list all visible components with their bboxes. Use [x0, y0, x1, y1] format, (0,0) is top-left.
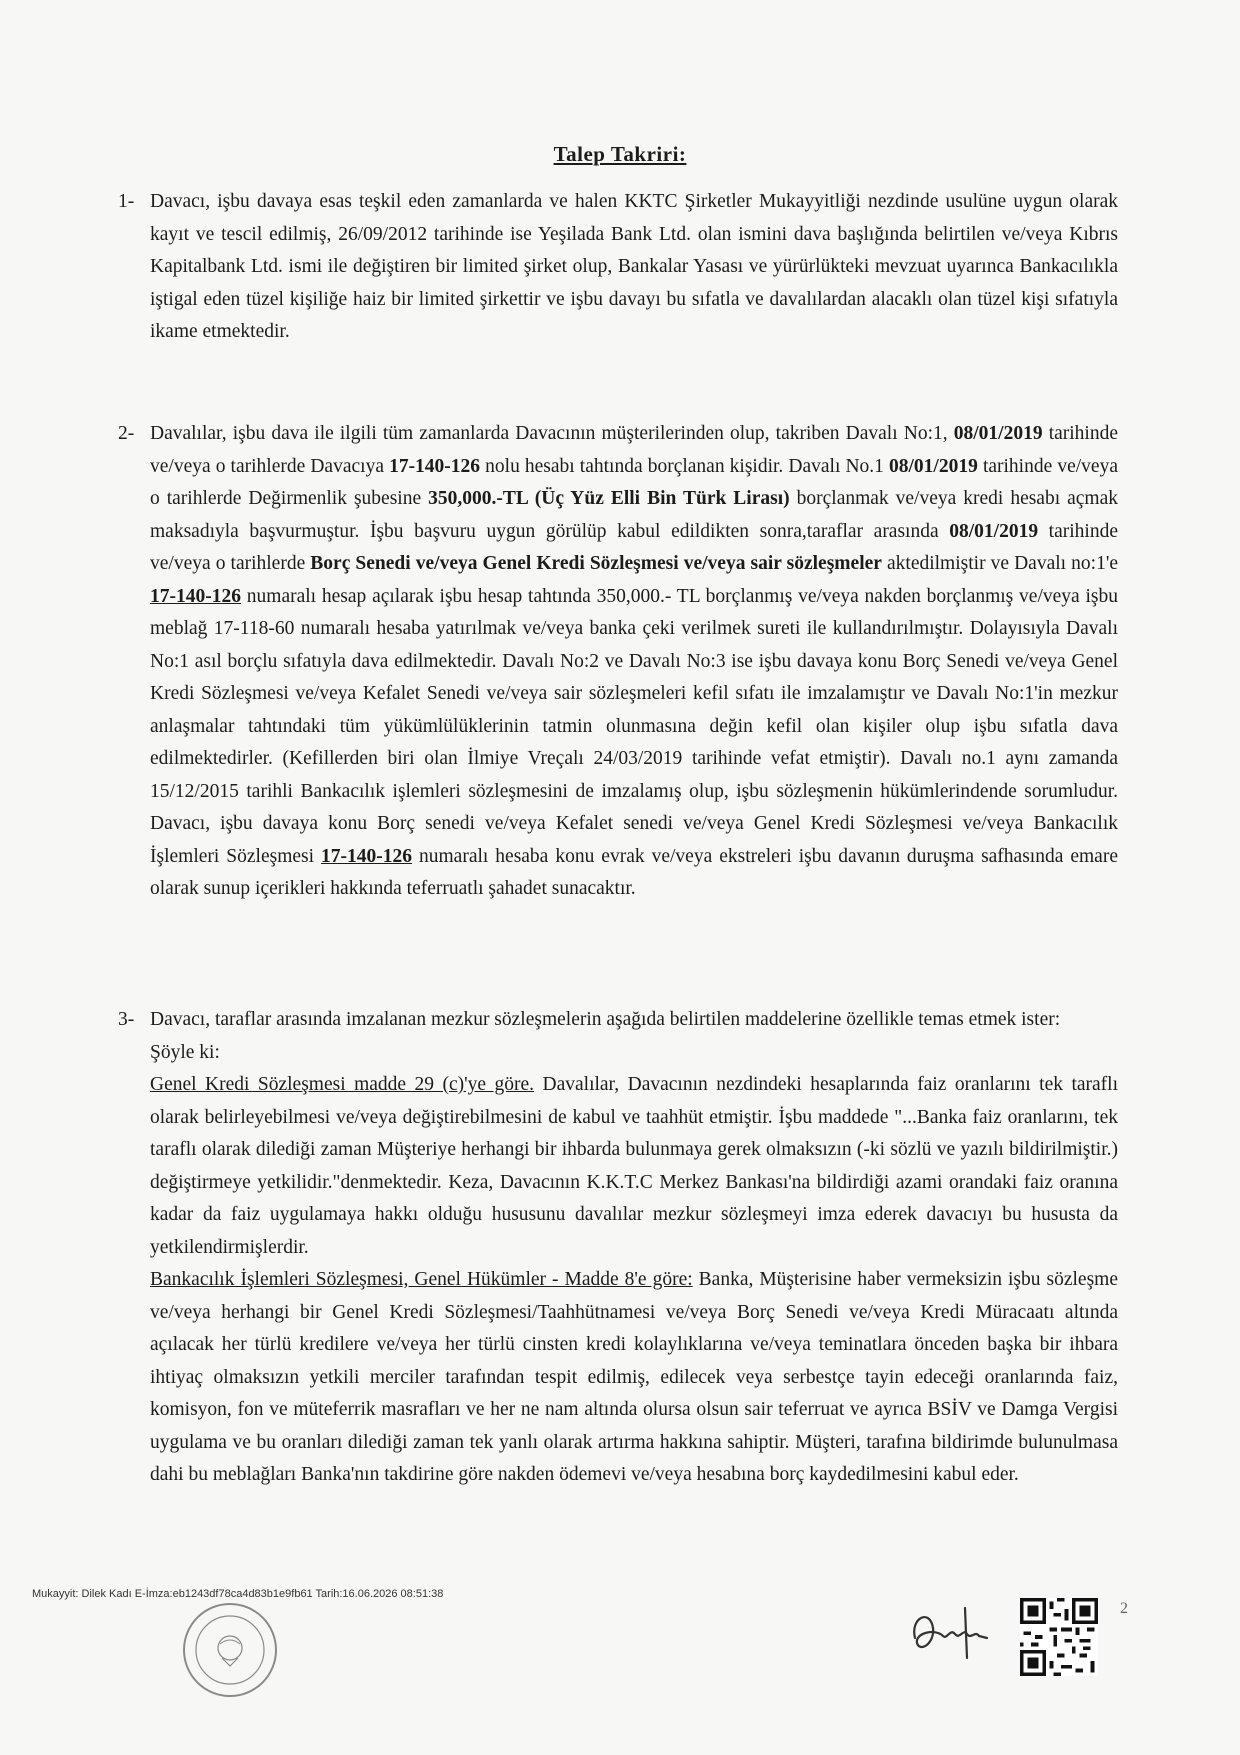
- clause-paragraph-2: Bankacılık İşlemleri Sözleşmesi, Genel Hükümler - Madde 8'e göre: Banka, Müşterisine haber vermeksizin işbu sözleşme ve/veya herhangi bir Genel Kredi Sözleşmesi/Taahhütnamesi ve/veya Borç Senedi ve/veya Kredi Müracaatı altında açılacak her türlü kredilere ve/veya her türlü cinsten kredi kolaylıklarına ve/veya teminatlara önceden başka bir ihbara ihtiyaç olmaksızın yetkili merciler tarafından tespit edilmiş, edilecek veya serbestçe tayin edeceği oranlarında faiz, komisyon, fon ve müteferrik masrafları ve her ne nam altında olursa olsun sair teferruat ve ayrıca BSİV ve Damga Vergisi uygulama ve bu oranları dilediği zaman tek yanlı olarak artırma hakkına sahiptir. Müşteri, tarafına bildirimde bulunulmasa dahi bu meblağları Banka'nın takdirine göre nakden ödemevi ve/veya hesabına borç kaydedilmesini kabul eder.: [150, 1269, 1119, 1485]
- page-number: 2: [1120, 1600, 1128, 1617]
- account-number: 17-140-126: [150, 585, 241, 607]
- date-text: 08/01/2019: [949, 520, 1039, 542]
- page-title: Talep Takriri:: [553, 142, 687, 166]
- date-text: 08/01/2019: [953, 423, 1043, 444]
- item-text: Davacı, işbu davaya esas teşkil eden zamanlarda ve halen KKTC Şirketler Mukayyitliği nezdinde usulüne uygun olarak kayıt ve tescil edilmiş, 26/09/2012 tarihinde ise Yeşilada Bank Ltd. olan ismini dava başlığında belirtilen ve/veya Kıbrıs Kapitalbank Ltd. ismi ile değiştiren bir limited şirket olup, Bankalar Yasası ve yürürlükteki mevzuat uyarınca Bankacılıkla iştigal eden tüzel kişiliğe haiz bir limited şirkettir ve işbu davayı bu sıfatla ve davalılardan alacaklı olan tüzel kişi sıfatıyla ikame etmektedir.: [150, 191, 1118, 342]
- clause-heading: Genel Kredi Sözleşmesi madde 29 (c)'ye göre.: [150, 1074, 535, 1095]
- list-item-3: [118, 1004, 1118, 1492]
- clause-paragraph-1: Genel Kredi Sözleşmesi madde 29 (c)'ye göre. Davalılar, Davacının nezdindeki hesaplarında faiz oranlarını tek taraflı olarak belirleyebilmesi ve/veya değiştirebilmesini de kabul ve taahhüt etmiştir. İşbu maddede "...Banka faiz oranlarını, tek taraflı olarak dilediği zaman Müşteriye herhangi bir ihbarda bulunmaya gerek olmaksızın (-ki sözlü ve yazılı bildirilmiştir.) değiştirmeye yetkilidir."denmektedir. Keza, Davacının K.K.T.C Merkez Bankası'na bildirdiği azami orandaki faiz oranına kadar da faiz uygulamaya hakkı olduğu hususunu davalılar mezkur sözleşmeyi imza ederek davacıyı bu hususta da yetkilendirmişlerdir.: [150, 1074, 1118, 1258]
- item-text: Davalılar, işbu dava ile ilgili tüm zamanlarda Davacının müşterilerinden olup, takriben Davalı No:1, 08/01/2019 tarihinde ve/veya o tarihlerde Davacıya 17-140-126 nolu hesabı tahtında borçlanan kişidir. Davalı No.1 08/01/2019 tarihinde ve/veya o tarihlerde Değirmenlik şubesine 350,000.-TL (Üç Yüz Elli Bin Türk Lirası) borçlanmak ve/veya kredi hesabı açmak maksadıyla başvurmuştur. İşbu başvuru uygun görülüp kabul edildikten sonra,taraflar arasında 08/01/2019 tarihinde ve/veya o tarihlerde Borç Senedi ve/veya Genel Kredi Sözleşmesi ve/veya sair sözleşmeler aktedilmiştir ve Davalı no:1'e 17-140-126 numaralı hesap açılarak işbu hesap tahtında 350,000.- TL borçlanmış ve/veya nakden borçlanmış ve/veya işbu meblağ 17-118-60 numaralı hesaba yatırılmak ve/veya banka çeki verilmek sureti ile kullandırılmıştır. Dolayısıyla Davalı No:1 asıl borçlu sıfatıyla dava edilmektedir. Davalı No:2 ve Davalı No:3 ise işbu davaya konu Borç Senedi ve/veya Genel Kredi Sözleşmesi ve/veya Kefalet Senedi ve/veya sair sözleşmeleri kefil sıfatı ile imzalamıştır ve Davalı No:1'in mezkur anlaşmalar tahtındaki tüm yükümlülüklerinin tatmin olunmasına değin kefil olan kişiler olup işbu sıfatla dava edilmektedirler. (Kefillerden biri olan İlmiye Vreçalı 24/03/2019 tarihinde vefat etmiştir). Davalı no.1 aynı zamanda 15/12/2015 tarihli Bankacılık işlemleri sözleşmesini de imzalamış olup, işbu sözleşmenin hükümlerindende sorumludur. Davacı, işbu davaya konu Borç senedi ve/veya Kefalet senedi ve/veya Genel Kredi Sözleşmesi ve/veya Bankacılık İşlemleri Sözleşmesi 17-140-126 numaralı hesaba konu evrak ve/veya ekstreleri işbu davanın duruşma safhasında emare olarak sunup içerikleri hakkında teferruatlı şahadet sunacaktır.: [150, 423, 1118, 899]
- item-number: 2-: [118, 423, 135, 444]
- clause-heading: Bankacılık İşlemleri Sözleşmesi, Genel Hükümler - Madde 8'e göre:: [150, 1269, 693, 1290]
- item-number: 3-: [118, 1009, 135, 1030]
- e-signature-line: Mukayyit: Dilek Kadı E-İmza:eb1243df78ca4d83b1e9fb61 Tarih:16.06.2026 08:51:38: [32, 1588, 444, 1600]
- soyle-ki: Şöyle ki:: [150, 1041, 220, 1063]
- official-seal-icon: [180, 1600, 280, 1700]
- account-number: 17-140-126: [389, 455, 481, 477]
- handwritten-signature-icon: [905, 1598, 995, 1668]
- account-number: 17-140-126: [321, 845, 413, 867]
- item-number: 1-: [118, 191, 135, 212]
- list-item-2: [118, 418, 1118, 906]
- item-intro: Davacı, taraflar arasında imzalanan mezkur sözleşmelerin aşağıda belirtilen maddelerine özellikle temas etmek ister:: [150, 1009, 1061, 1030]
- contracts-text: Borç Senedi ve/veya Genel Kredi Sözleşmesi ve/veya sair sözleşmeler: [310, 553, 882, 574]
- date-text: 08/01/2019: [889, 455, 978, 477]
- item-text: [150, 1004, 1118, 1492]
- list-item-1: [118, 186, 1118, 349]
- qr-code-icon: [1020, 1598, 1098, 1676]
- loan-amount: 350,000.-TL (Üç Yüz Elli Bin Türk Lirası): [428, 488, 790, 509]
